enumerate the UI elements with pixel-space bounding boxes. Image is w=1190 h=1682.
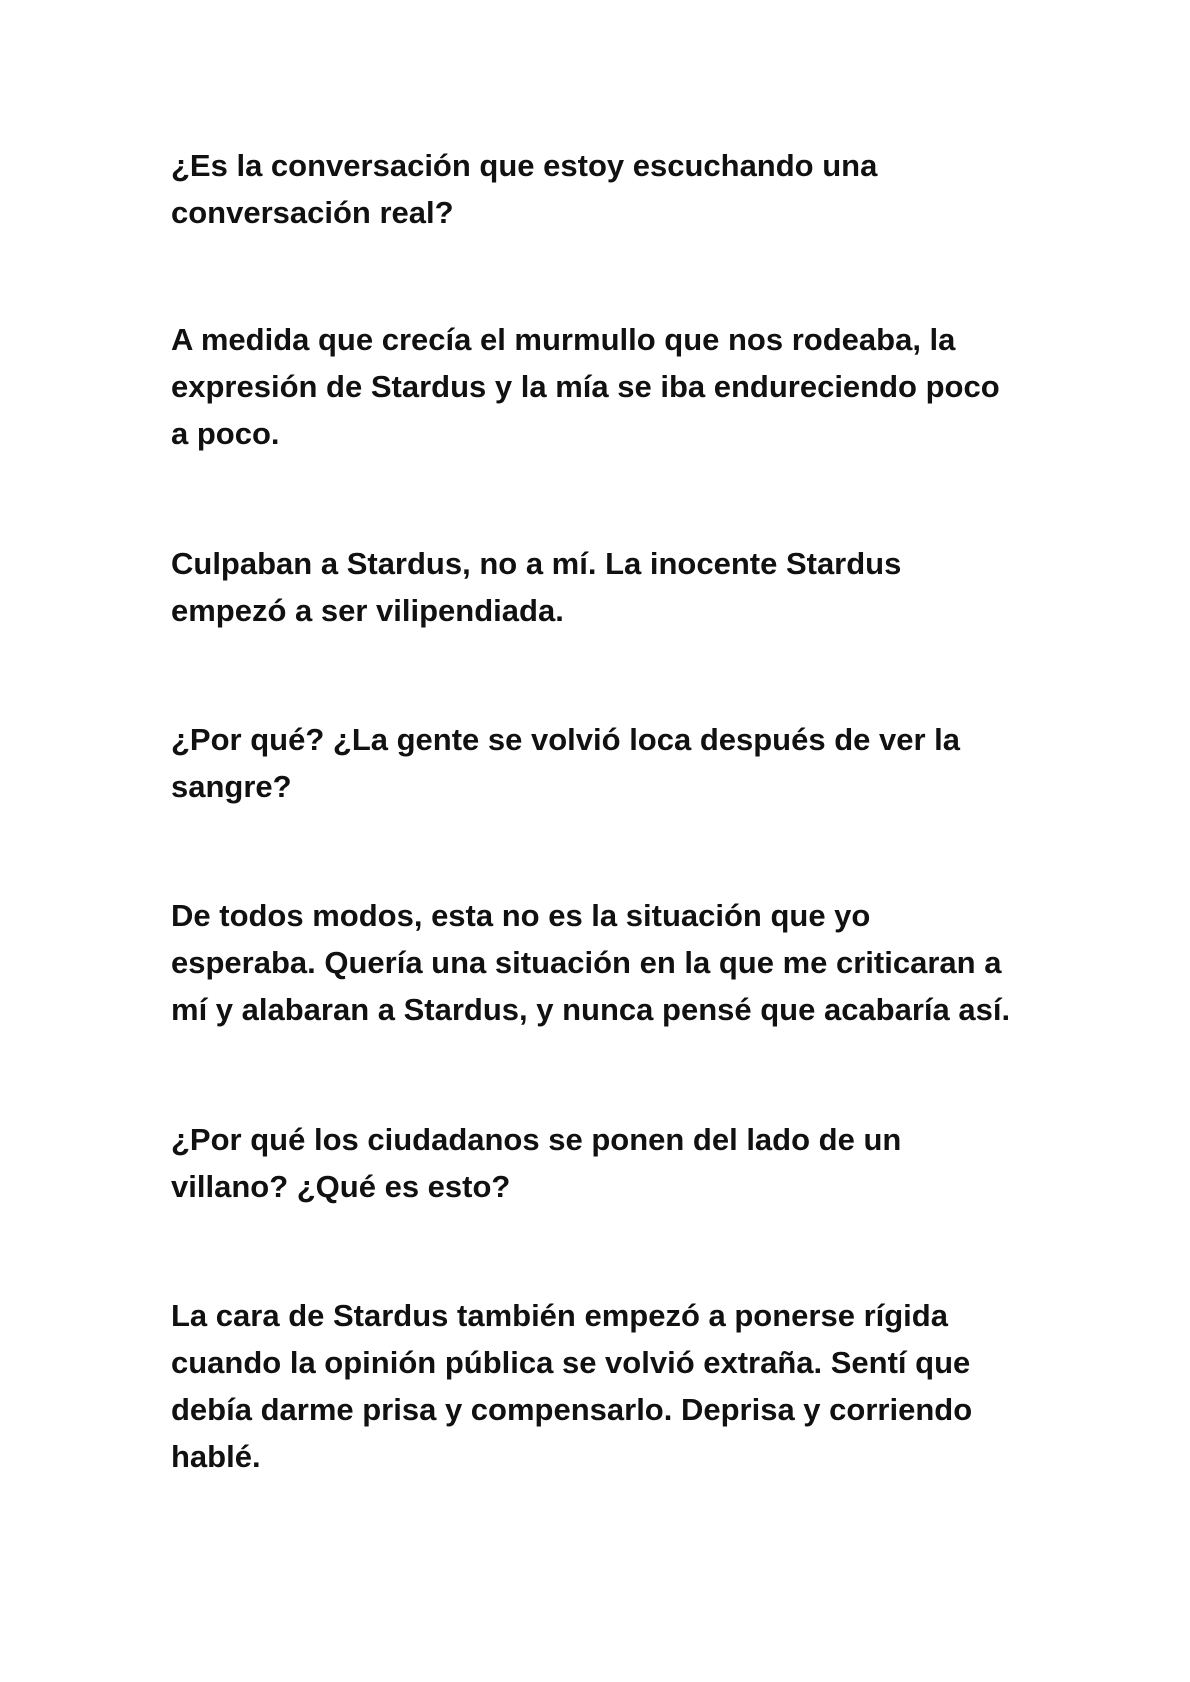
paragraph-line: ¿Por qué los ciudadanos se ponen del lado de un (171, 1122, 902, 1157)
paragraph-line: sangre? (171, 769, 292, 804)
paragraph-line: Culpaban a Stardus, no a mí. La inocente Stardus (171, 546, 902, 581)
paragraph-5 (171, 892, 1031, 1033)
paragraph-2 (171, 316, 1031, 457)
paragraph-line: hablé. (171, 1439, 261, 1474)
paragraph-4 (171, 716, 1031, 810)
paragraph-line: A medida que crecía el murmullo que nos rodeaba, la (171, 322, 956, 357)
paragraph-6 (171, 1116, 1031, 1210)
paragraph-line: De todos modos, esta no es la situación que yo (171, 898, 871, 933)
paragraph-3 (171, 540, 1031, 634)
paragraph-line: expresión de Stardus y la mía se iba endureciendo poco (171, 369, 1000, 404)
paragraph-line: empezó a ser vilipendiada. (171, 593, 564, 628)
paragraph-1 (171, 142, 1031, 236)
paragraph-line: conversación real? (171, 195, 454, 230)
paragraph-line: cuando la opinión pública se volvió extraña. Sentí que (171, 1345, 971, 1380)
paragraph-line: La cara de Stardus también empezó a ponerse rígida (171, 1298, 948, 1333)
paragraph-line: a poco. (171, 416, 280, 451)
paragraph-line: ¿Por qué? ¿La gente se volvió loca después de ver la (171, 722, 961, 757)
paragraph-line: villano? ¿Qué es esto? (171, 1169, 511, 1204)
paragraph-line: debía darme prisa y compensarlo. Deprisa y corriendo (171, 1392, 973, 1427)
paragraph-7 (171, 1292, 1031, 1480)
paragraph-line: ¿Es la conversación que estoy escuchando una (171, 148, 878, 183)
paragraph-line: esperaba. Quería una situación en la que me criticaran a (171, 945, 1002, 980)
paragraph-line: mí y alabaran a Stardus, y nunca pensé que acabaría así. (171, 992, 1011, 1027)
